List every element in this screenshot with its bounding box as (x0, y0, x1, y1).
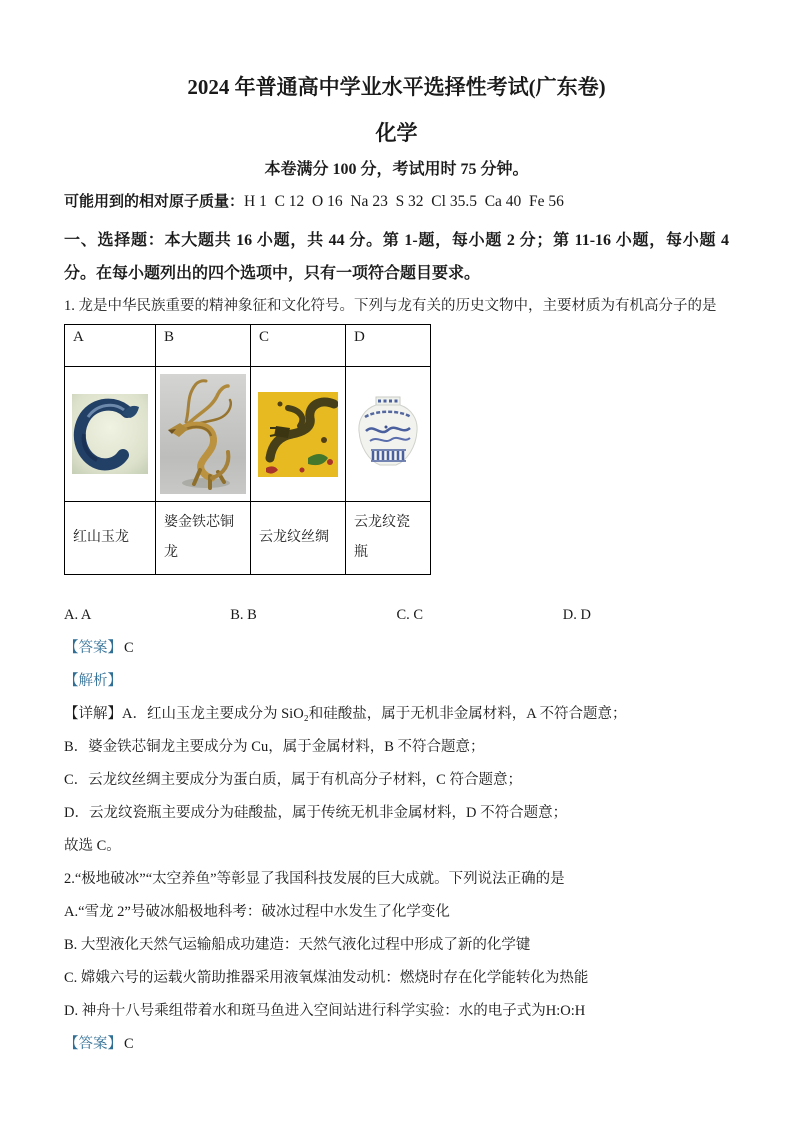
atomic-mass-line (64, 190, 729, 214)
q2-option-b: B. 大型液化天然气运输船成功建造：天然气液化过程中形成了新的化学键 (64, 937, 531, 953)
q1-analysis-line (64, 665, 729, 698)
artifact-caption-c: 云龙纹丝绸 (251, 502, 346, 575)
q1-answer-line (64, 632, 729, 665)
question-2-stem: 2.“极地破冰”“太空养鱼”等彰显了我国科技发展的巨大成就。下列说法正确的是 (64, 871, 565, 887)
artifact-cell-a (65, 367, 156, 502)
artifact-table (64, 324, 431, 575)
q1-detail-text-a: A．红山玉龙主要成分为 SiO₂和硅酸盐，属于无机非金属材料，A 不符合题意； (122, 706, 627, 722)
table-header-cell-b: B (156, 325, 251, 367)
section-heading: 一、选择题：本大题共 16 小题，共 44 分。第 1-题，每小题 2 分；第 11-16 小题，每小题 4 分。在每小题列出的四个选项中，只有一项符合题目要求。 (64, 232, 729, 282)
cloud-dragon-silk-image (258, 392, 338, 477)
artifact-caption-d: 云龙纹瓷瓶 (346, 502, 431, 575)
artifact-caption-a: 红山玉龙 (65, 502, 156, 575)
q1-option-c: C. C (396, 607, 424, 623)
artifact-cell-b (156, 367, 251, 502)
q2-answer-line (64, 1028, 729, 1061)
page-title: 2024 年普通高中学业水平选择性考试(广东卷) (187, 75, 606, 99)
table-image-row (65, 367, 431, 502)
gilt-iron-core-bronze-dragon-image (160, 374, 246, 494)
hongshan-jade-dragon-image (72, 394, 148, 474)
q2-answer-value: C (124, 1036, 134, 1052)
table-header-cell-a: A (65, 325, 156, 367)
atomic-mass-values: H 1 C 12 O 16 Na 23 S 32 Cl 35.5 Ca 40 Fe 56 (244, 193, 564, 210)
subject-title: 化学 (375, 121, 418, 145)
q2-option-c: C. 嫦娥六号的运载火箭助推器采用液氧煤油发动机：燃烧时存在化学能转化为热能 (64, 970, 589, 986)
exam-info-line: 本卷满分 100 分，考试用时 75 分钟。 (264, 161, 529, 178)
q2-option-d: D. 神舟十八号乘组带着水和斑马鱼进入空间站进行科学实验：水的电子式为H:O:H (64, 1003, 586, 1019)
q1-option-a: A. A (64, 607, 92, 623)
q1-detail-line-c: C．云龙纹丝绸主要成分为蛋白质，属于有机高分子材料，C 符合题意； (64, 772, 522, 788)
artifact-cell-d (346, 367, 431, 502)
question-1-stem: 1. 龙是中华民族重要的精神象征和文化符号。下列与龙有关的历史文物中，主要材质为有机高分子的是 (64, 298, 717, 314)
q1-detail-line-a (64, 698, 729, 731)
q2-option-a: A.“雪龙 2”号破冰船极地科考：破冰过程中水发生了化学变化 (64, 904, 450, 920)
q1-analysis-label: 【解析】 (64, 673, 122, 689)
atomic-mass-label: 可能用到的相对原子质量： (64, 194, 245, 210)
q1-option-b: B. B (230, 607, 257, 623)
q1-detail-label: 【详解】 (64, 706, 122, 722)
table-header-row (65, 325, 431, 367)
table-header-cell-c: C (251, 325, 346, 367)
artifact-caption-b: 婆金铁芯铜龙 (156, 502, 251, 575)
q1-detail-line-d: D．云龙纹瓷瓶主要成分为硅酸盐，属于传统无机非金属材料，D 不符合题意； (64, 805, 568, 821)
cloud-dragon-porcelain-vase-image (356, 393, 420, 475)
question-1-options-row (64, 599, 729, 632)
table-header-cell-d: D (346, 325, 431, 367)
artifact-cell-c (251, 367, 346, 502)
q1-option-d: D. D (562, 607, 591, 623)
q1-conclusion: 故选 C。 (64, 838, 121, 854)
q1-detail-line-b: B．婆金铁芯铜龙主要成分为 Cu，属于金属材料，B 不符合题意； (64, 739, 485, 755)
table-caption-row (65, 502, 431, 575)
q2-answer-label: 【答案】 (64, 1036, 122, 1052)
q1-answer-label: 【答案】 (64, 640, 122, 656)
q1-answer-value: C (124, 640, 134, 656)
